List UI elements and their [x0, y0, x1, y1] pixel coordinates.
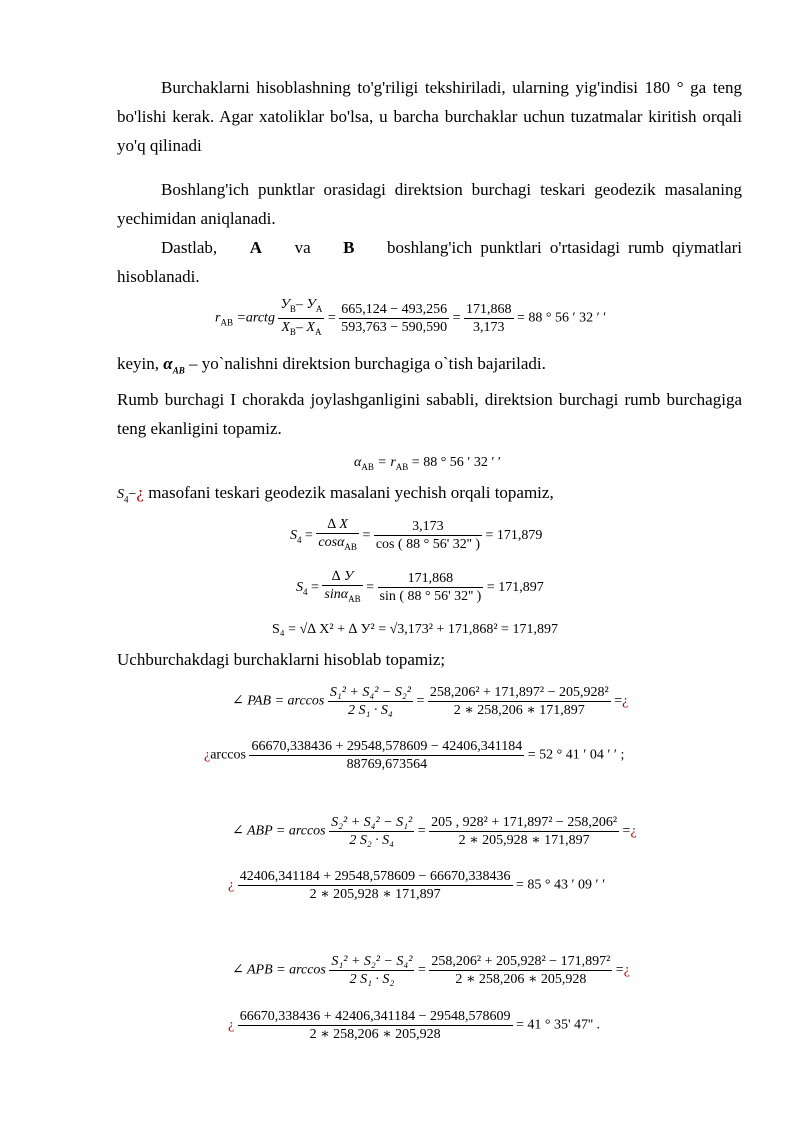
apb2-frac — [238, 1008, 513, 1043]
s4-symbol: S — [117, 487, 124, 502]
apb-num2: 258,206² + 205,928² − 171,897² — [431, 954, 611, 969]
abp-frac-symbolic — [329, 814, 414, 849]
paragraph-triangle: Uchburchakdagi burchaklarni hisoblab topamiz; — [117, 650, 446, 669]
abp-question-glyph: ¿ — [630, 823, 637, 839]
equation-pab-result — [204, 738, 624, 773]
s4b-lhs: S — [296, 580, 303, 596]
abp2-num: 42406,341184 + 29548,578609 − 66670,338436 — [239, 869, 511, 884]
s4b-frac-symbolic — [322, 568, 362, 608]
s4a-frac-numeric — [374, 518, 482, 553]
line-keyin — [117, 354, 546, 375]
s4a-num: ∆ X — [327, 517, 348, 532]
keyin-prefix: keyin, — [117, 354, 160, 373]
apb-lhs: ∠ APB = arccos — [232, 962, 326, 978]
equation-abp: ∠ ABP = arccos $\frac{\text{S₂² + S₄² − S₁²}}{\text{2 S₂ · S₄}}$ = $\frac{\text{205 , 928² + 171,897² − 258,206²}}{2 ∗ 205,928 ∗ 171,897}$ =¿ — [232, 815, 637, 848]
pab-eq-sign: = — [614, 693, 623, 709]
s4a-den-sub: AB — [344, 541, 357, 552]
pab-den: 2 S₁ · S₄ — [348, 703, 393, 718]
apb-den2: 2 ∗ 258,206 ∗ 205,928 — [455, 972, 587, 987]
abp-num: S₂² + S₄² − S₁² — [331, 815, 413, 830]
f1-den-sub2: A — [314, 326, 322, 337]
s4b-num: ∆ У — [331, 569, 354, 584]
s4-question-glyph: ¿ — [136, 483, 144, 502]
pab2-den: 88769,673564 — [346, 757, 428, 772]
f1-den-minus: – X — [295, 319, 315, 335]
f1-num: У — [280, 297, 290, 312]
eq-r-fraction-numeric — [339, 301, 449, 336]
s4b-result: = 171,897 — [486, 580, 544, 596]
point-a-label: A — [249, 238, 263, 257]
abp-frac-numeric — [429, 814, 619, 849]
eq-r-fraction-result — [464, 301, 514, 336]
s4b-den: sinα — [324, 587, 349, 602]
abp-num2: 205 , 928² + 171,897² − 258,206² — [431, 815, 618, 830]
s4-dash: − — [128, 487, 137, 502]
paragraph-rumb — [117, 233, 742, 291]
para3-text-c: va — [294, 238, 311, 257]
apb-frac-symbolic — [329, 953, 414, 988]
f3-num: 171,868 — [466, 301, 512, 317]
abp-den2: 2 ∗ 205,928 ∗ 171,897 — [458, 833, 590, 848]
equation-apb: ∠ APB = arccos $\frac{\text{S₁² + S₂² − S₄²}}{\text{2 S₁ · S₂}}$ = $\frac{\text{258,206² + 205,928² − 171,897²}}{2 ∗ 258,206 ∗ 205,928}$ =¿ — [232, 954, 630, 987]
abp2-question-glyph: ¿ — [228, 877, 235, 893]
pab-lhs: ∠ PAB = arccos — [232, 693, 325, 709]
alpha-sub: AB — [172, 365, 185, 376]
s4a-den: cosα — [318, 535, 345, 550]
f1-minus: – У — [295, 297, 316, 312]
apb-frac-numeric — [429, 953, 612, 988]
pab-frac-numeric — [428, 684, 611, 719]
f1-den-sub1: B — [289, 326, 296, 337]
s4a-num2: 3,173 — [374, 518, 482, 536]
paragraph-direction: Boshlang'ich punktlar orasidagi direktsion burchagi teskari geodezik masalaning yechimidan aniqlanadi. — [117, 180, 742, 228]
keyin-text: – yo`nalishni direktsion burchagiga o`tish bajariladi. — [188, 354, 546, 373]
apb2-num: 66670,338436 + 42406,341184 − 29548,578609 — [239, 1009, 511, 1024]
apb-eq-sign: = — [615, 962, 624, 978]
s4b-den-sub: AB — [348, 593, 361, 604]
pab-num: S₁² + S₄² − S₂² — [329, 685, 411, 700]
equation-apb-result — [228, 1008, 600, 1043]
pab2-num: 66670,338436 + 29548,578609 − 42406,341184 — [251, 739, 523, 754]
eq-alpha-mid: = r — [377, 455, 396, 470]
equation-s4-pythagoras: S₄ = √∆ X² + ∆ У² = √3,173² + 171,868² = 171,897 — [272, 622, 558, 637]
apb2-question-glyph: ¿ — [228, 1017, 235, 1033]
eq-alpha-mid-sub: AB — [395, 461, 409, 472]
paragraph-quadrant: Rumb burchagi I chorakda joylashganligini sababli, direktsion burchagi rumb burchagiga teng ekanligini topamiz. — [117, 390, 742, 438]
eq-alpha-lhs: α — [354, 455, 362, 470]
f1-num-sub1: B — [289, 303, 296, 314]
pab-num2: 258,206² + 171,897² − 205,928² — [429, 685, 609, 700]
s4a-lhs: S — [290, 528, 297, 544]
point-b-label: B — [343, 238, 355, 257]
f3-den: 3,173 — [473, 319, 505, 335]
s4b-lhs-sub: 4 — [303, 586, 308, 597]
abp2-result: = 85 ° 43 ′ 09 ′ ′ — [516, 877, 606, 893]
s4b-frac-numeric — [378, 570, 484, 605]
s4-sub: 4 — [124, 494, 129, 505]
para3-text-d: boshlang'ich punktlari o'rtasidagi rumb qiymatlari hisoblanadi. — [117, 238, 743, 286]
pab2-question-glyph: ¿ — [204, 747, 211, 763]
line-s4 — [117, 483, 554, 504]
equation-s4-sin: $S_4$ = $\frac{\Delta У}{\sin\alpha_{AB}}$ = $\frac{171,868}{\sin ( 88 ^\circ 56' 32'' )}$ = 171,897 — [296, 568, 544, 608]
f2-num: 665,124 − 493,256 — [341, 301, 448, 317]
abp-lhs: ∠ ABP = arccos — [232, 823, 326, 839]
apb2-result: = 41 ° 35' 47'' . — [516, 1017, 601, 1033]
apb-den: 2 S₁ · S₂ — [349, 972, 395, 987]
apb-num: S₁² + S₂² − S₄² — [331, 954, 413, 969]
abp-eq-sign: = — [622, 823, 631, 839]
eq-r-lhs: r — [215, 310, 221, 326]
equation-rumb: $r_{AB}$ =arctg $\frac{У_B- У_A}{X_B- X_A}$ = $\frac{665,124 - 493,256}{593,763 - 590,590}$ = $\frac{171,868}{3,173}$ = 88 ° 56 ′ 32 ′ ′ — [215, 296, 606, 341]
pab-den2: 2 ∗ 258,206 ∗ 171,897 — [453, 703, 585, 718]
pab-question-glyph: ¿ — [622, 693, 629, 709]
para3-text-a: Dastlab, — [161, 238, 218, 257]
abp-den: 2 S₂ · S₄ — [349, 833, 395, 848]
s4-text: masofani teskari geodezik masalani yechish orqali topamiz, — [148, 483, 554, 502]
f2-den: 593,763 − 590,590 — [341, 319, 448, 335]
equation-s4-cos: $S_4$ = $\frac{\Delta X}{\cos\alpha_{AB}}$ = $\frac{3,173}{\cos ( 88 ^\circ 56' 32'' )}$ = 171,879 — [290, 516, 542, 556]
alpha-symbol: α — [163, 354, 173, 373]
eq-alpha-result: = 88 ° 56 ′ 32 ′ ′ — [411, 455, 501, 470]
equation-pab: ∠ PAB = arccos $\frac{\text{S₁² + S₄² − S₂²}}{\text{2 S₁ · S₄}}$ = $\frac{\text{258,206² + 171,897² − 205,928²}}{2 ∗ 258,206 ∗ 171,897}$ =¿ — [232, 685, 629, 718]
pab2-frac — [249, 738, 524, 773]
eq-alpha-lhs-sub: AB — [361, 461, 374, 472]
paragraph-intro: Burchaklarni hisoblashning to'g'riligi tekshiriladi, ularning yig'indisi 180 ° ga teng bo'lishi kerak. Agar xatoliklar bo'lsa, u barcha burchaklar uchun tuzatmalar kiritish orqali yo'q qilinadi — [117, 78, 742, 155]
s4b-den2: sin ( 88 ° 56' 32'' ) — [379, 589, 482, 605]
eq-r-arctg: =arctg — [236, 310, 275, 326]
f1-den: X — [281, 319, 290, 335]
s4a-result: = 171,879 — [485, 528, 543, 544]
apb2-den: 2 ∗ 258,206 ∗ 205,928 — [309, 1027, 441, 1042]
pab2-arccos: arccos — [210, 747, 246, 763]
abp2-frac — [238, 868, 513, 903]
equation-alpha — [354, 455, 501, 472]
f1-num-sub2: A — [315, 303, 323, 314]
eq-r-lhs-sub: AB — [220, 317, 233, 328]
eq-r-fraction-symbolic — [278, 296, 324, 341]
equation-abp-result — [228, 868, 605, 903]
pab2-result: = 52 ° 41 ′ 04 ′ ′ ; — [527, 747, 625, 763]
s4a-den2: cos ( 88 ° 56' 32'' ) — [375, 537, 480, 553]
s4a-lhs-sub: 4 — [297, 534, 302, 545]
eq-r-result: = 88 ° 56 ′ 32 ′ ′ — [517, 310, 607, 326]
s4b-num2: 171,868 — [378, 570, 484, 588]
s4a-frac-symbolic — [316, 516, 359, 556]
abp2-den: 2 ∗ 205,928 ∗ 171,897 — [309, 887, 441, 902]
apb-question-glyph: ¿ — [623, 962, 630, 978]
pab-frac-symbolic — [328, 684, 413, 719]
